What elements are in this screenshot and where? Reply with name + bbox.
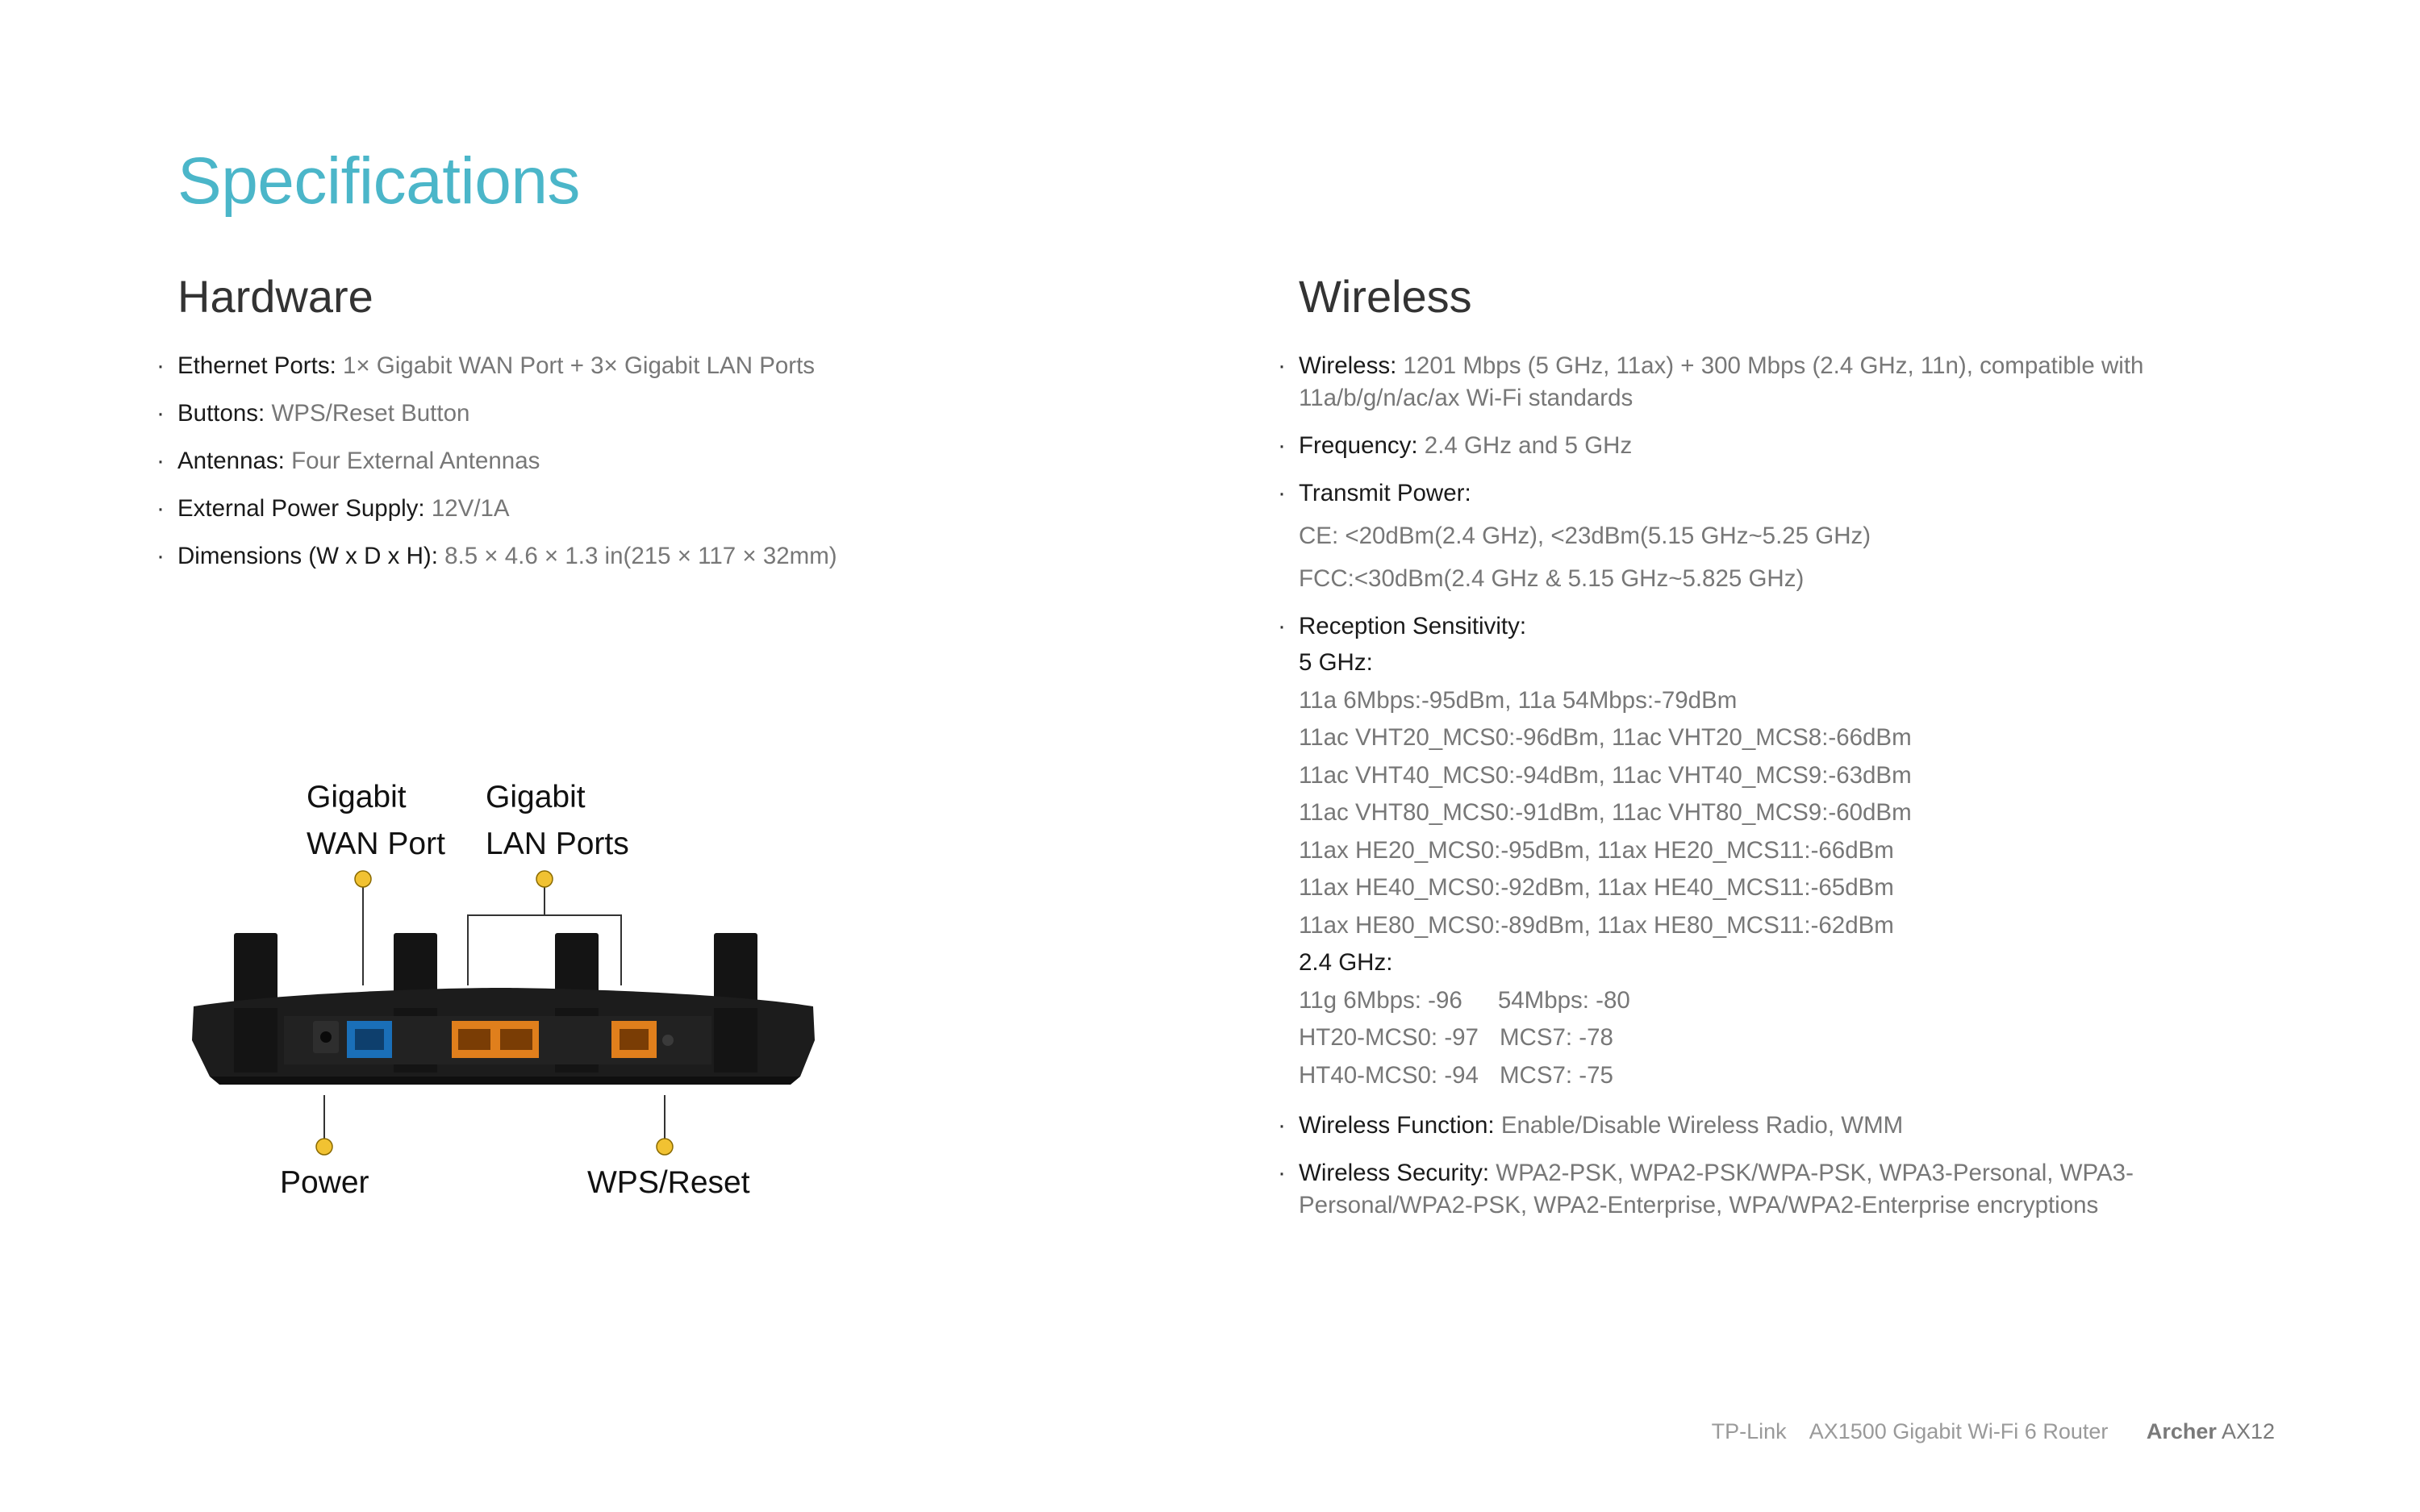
- spec-value: Enable/Disable Wireless Radio, WMM: [1500, 1112, 1904, 1139]
- sensitivity-line: 11a 6Mbps:-95dBm, 11a 54Mbps:-79dBm: [1299, 686, 1738, 714]
- spec-item-antennas: [177, 445, 1226, 477]
- page-title: Specifications: [177, 144, 580, 218]
- callout-line: Gigabit: [486, 780, 586, 814]
- transmit-ce-value: CE: <20dBm(2.4 GHz), <23dBm(5.15 GHz~5.25 GHz): [1299, 523, 1871, 549]
- power-callout: Power: [280, 1165, 369, 1200]
- spec-item-power-supply: [177, 493, 1226, 525]
- wps-reset-callout: WPS/Reset: [587, 1165, 750, 1200]
- spec-value: Four External Antennas: [291, 448, 540, 474]
- spec-label: Wireless Function:: [1299, 1112, 1495, 1139]
- spec-label: Frequency:: [1299, 432, 1418, 459]
- sensitivity-row: [1299, 1057, 2251, 1095]
- wireless-spec-list: [1299, 350, 2251, 1237]
- sensitivity-cell: MCS7: -75: [1499, 1061, 1613, 1089]
- callout-line: Gigabit: [307, 780, 407, 814]
- spec-item-wireless-function: [1299, 1110, 2251, 1142]
- band-5ghz-label: 5 GHz:: [1299, 649, 1373, 676]
- spec-value: WPA2-PSK, WPA2-PSK/WPA-PSK, WPA3-Personal, WPA3-Personal/WPA2-PSK, WPA2-Enterprise, WPA/WPA2-Enterprise encryptions: [1299, 1160, 2134, 1218]
- footer-brand: TP-Link: [1711, 1419, 1787, 1443]
- footer-product: AX1500 Gigabit Wi-Fi 6 Router: [1809, 1419, 2109, 1443]
- spec-value: 8.5 × 4.6 × 1.3 in(215 × 117 × 32mm): [444, 543, 837, 569]
- spec-item-ethernet-ports: [177, 350, 1226, 382]
- spec-label: Buttons:: [177, 400, 265, 427]
- footer: [1712, 1419, 2275, 1444]
- callout-line: LAN Ports: [486, 827, 629, 861]
- sensitivity-cell: 54Mbps: -80: [1497, 986, 1630, 1014]
- spec-label: External Power Supply:: [177, 495, 425, 522]
- spec-item-reception-sensitivity: [1299, 610, 2251, 1094]
- spec-value: WPS/Reset Button: [271, 400, 470, 427]
- sensitivity-cell: 11g 6Mbps: -96: [1299, 986, 1462, 1014]
- wireless-section-title: Wireless: [1299, 271, 1472, 322]
- transmit-fcc-value: FCC:<30dBm(2.4 GHz & 5.15 GHz~5.825 GHz): [1299, 565, 1805, 592]
- lan-ports-callout: [486, 774, 629, 868]
- sensitivity-row: [1299, 1019, 2251, 1057]
- sensitivity-line: 11ax HE40_MCS0:-92dBm, 11ax HE40_MCS11:-65dBm: [1299, 874, 1894, 901]
- spec-item-frequency: [1299, 430, 2251, 462]
- spec-value: 2.4 GHz and 5 GHz: [1424, 432, 1633, 459]
- hardware-spec-list: [177, 350, 1226, 588]
- spec-label: Wireless:: [1299, 352, 1397, 379]
- wan-port-callout: [307, 774, 445, 868]
- spec-value: 12V/1A: [431, 495, 510, 522]
- spec-label: Wireless Security:: [1299, 1160, 1490, 1186]
- spec-label: · Transmit Power:: [1299, 480, 1471, 506]
- spec-item-wireless: [1299, 350, 2251, 414]
- band-24ghz-label: 2.4 GHz:: [1299, 949, 1393, 976]
- footer-model-number: AX12: [2221, 1419, 2275, 1443]
- reception-group: [1299, 644, 2251, 1094]
- spec-value: 1201 Mbps (5 GHz, 11ax) + 300 Mbps (2.4 GHz, 11n), compatible with 11a/b/g/n/ac/ax Wi-Fi standards: [1299, 352, 2144, 411]
- sensitivity-cell: HT20-MCS0: -97: [1299, 1024, 1479, 1051]
- spec-label: Ethernet Ports:: [177, 352, 336, 379]
- spec-label: Antennas:: [177, 448, 285, 474]
- sensitivity-line: 11ax HE80_MCS0:-89dBm, 11ax HE80_MCS11:-62dBm: [1299, 911, 1894, 939]
- footer-model-name: Archer: [2146, 1419, 2217, 1443]
- sensitivity-cell: HT40-MCS0: -94: [1299, 1061, 1479, 1089]
- spec-label: Dimensions (W x D x H):: [177, 543, 438, 569]
- sensitivity-line: 11ac VHT20_MCS0:-96dBm, 11ac VHT20_MCS8:-66dBm: [1299, 724, 1912, 751]
- sensitivity-line: 11ax HE20_MCS0:-95dBm, 11ax HE20_MCS11:-66dBm: [1299, 836, 1894, 864]
- spec-value: 1× Gigabit WAN Port + 3× Gigabit LAN Ports: [342, 352, 816, 379]
- sensitivity-line: 11ac VHT40_MCS0:-94dBm, 11ac VHT40_MCS9:-63dBm: [1299, 761, 1912, 789]
- sensitivity-line: 11ac VHT80_MCS0:-91dBm, 11ac VHT80_MCS9:-60dBm: [1299, 799, 1912, 826]
- wps-reset-button: [662, 1035, 674, 1046]
- router-rear-diagram: [177, 774, 839, 1226]
- spec-item-wireless-security: [1299, 1157, 2251, 1222]
- spec-label: · Reception Sensitivity:: [1299, 613, 1527, 639]
- spec-item-dimensions: [177, 540, 1226, 573]
- sensitivity-cell: MCS7: -78: [1499, 1024, 1613, 1051]
- hardware-section-title: Hardware: [177, 271, 373, 322]
- spec-item-buttons: [177, 398, 1226, 430]
- spec-item-transmit-power: [1299, 477, 2251, 595]
- sensitivity-row: [1299, 982, 2251, 1020]
- callout-line: WAN Port: [307, 827, 445, 861]
